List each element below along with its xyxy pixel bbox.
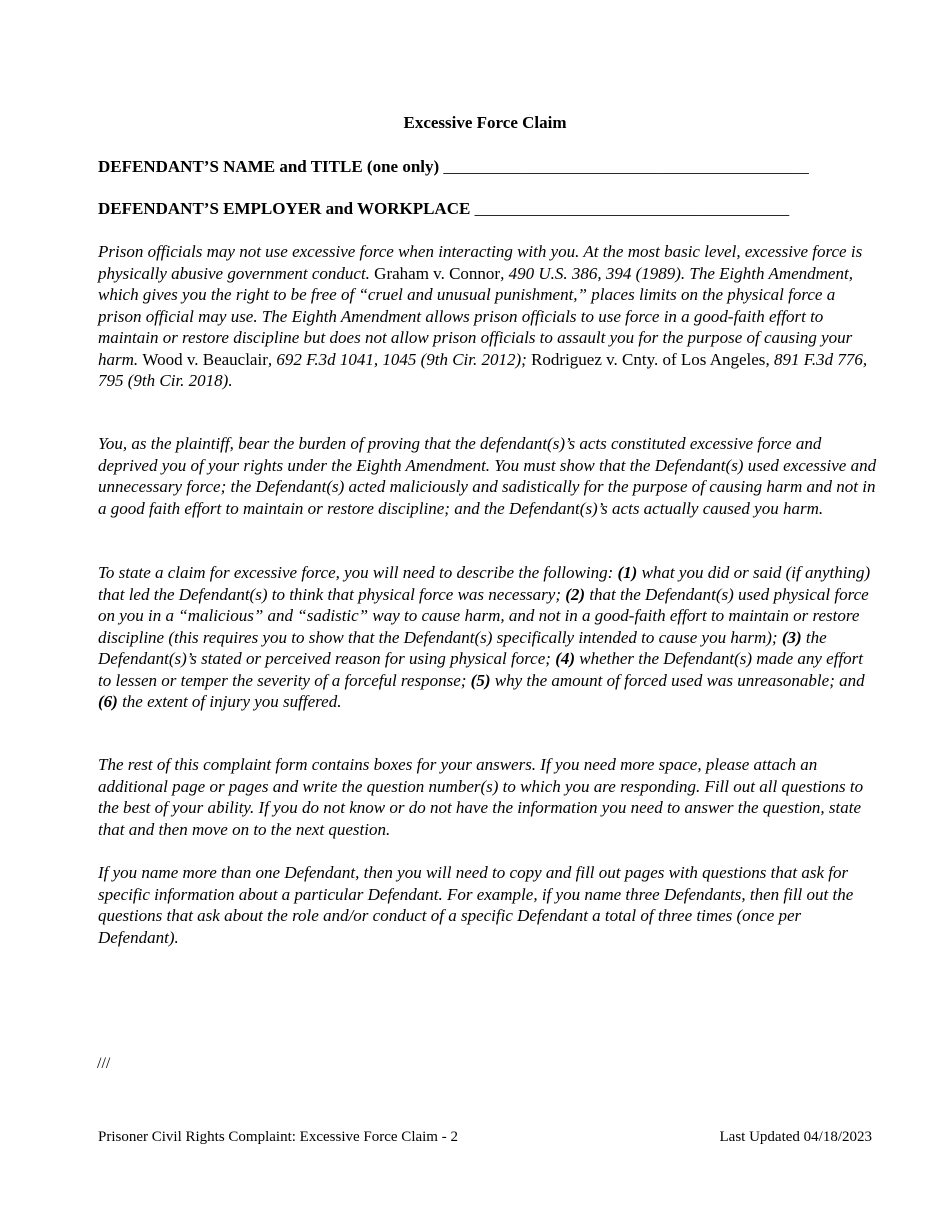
multiple-defendants-paragraph: If you name more than one Defendant, then you will need to copy and fill out pages with questions that ask for specific information about a particular Defendant. For example, if you name three Defendants, then fill out the questions that ask about the role and/or conduct of a specific Defendant a total of three times (once per Defendant). (98, 863, 854, 947)
elements-text-f: why the amount of forced used was unreasonable; and (490, 670, 865, 690)
burden-paragraph: You, as the plaintiff, bear the burden of proving that the defendant(s)’s acts constituted excessive force and deprived you of your rights under the Eighth Amendment. You must show that the Defendant(s) used excessive and unnecessary force; the Defendant(s) acted maliciously and sadistically for the purpose of causing harm and not in a good faith effort to maintain or restore discipline; and the Defendant(s)’s acts actually caused you harm. (98, 434, 877, 518)
element-number-1: (1) (617, 563, 638, 582)
footer-date: Last Updated 04/18/2023 (719, 1129, 872, 1145)
claim-elements-paragraph (98, 562, 878, 713)
defendant-employer-field[interactable] (98, 199, 789, 219)
intro-paragraph (98, 241, 878, 392)
instructions-paragraph: The rest of this complaint form contains boxes for your answers. If you need more space, please attach an additional page or pages and write the question number(s) to which you are responding. Fill out all questions to the best of your ability. If you do not know or do not have the information you need to answer the question, state that and then move on to the next question. (98, 755, 864, 839)
footer-title: Prisoner Civil Rights Complaint: Excessive Force Claim - 2 (98, 1129, 458, 1145)
element-number-6: (6) (98, 692, 118, 711)
elements-text-e: whether the Defendant(s) made any effort to lessen or temper the severity of a forceful response; (98, 649, 864, 690)
element-number-2: (2) (565, 584, 586, 604)
intro-text-c: , 692 F.3d 1041, 1045 (9th Cir. 2012); (267, 349, 532, 369)
element-number-3: (3) (781, 627, 802, 647)
case-citation-graham: Graham v. Connor (374, 263, 501, 283)
defendant-name-blank[interactable]: ___________________________________________ (443, 157, 809, 176)
element-number-5: (5) (470, 670, 491, 690)
page-title: Excessive Force Claim (403, 113, 567, 132)
elements-text-c: that the Defendant(s) used physical force on you in a “malicious” and “sadistic” way to cause harm, and not in a good-faith effort to maintain or restore discipline (this requires you to show that the Defendant(s) specifically intended to cause you harm); (98, 584, 869, 647)
intro-text-d: , 891 F.3d 776, 795 (9th Cir. 2018). (98, 349, 868, 390)
case-citation-wood: Wood v. Beauclair (142, 349, 268, 369)
elements-text-a: To state a claim for excessive force, you will need to describe the following: (98, 563, 618, 582)
defendant-employer-blank[interactable]: _____________________________________ (474, 199, 790, 218)
intro-text-b: , 490 U.S. 386, 394 (1989). The Eighth Amendment, which gives you the right to be free of “cruel and unusual punishment,” places limits on the physical force a prison official may use. The Eighth Amendment allows prison officials to use force in a good-faith effort to maintain or restore discipline but does not allow prison officials to assault you for the purpose of causing your harm. (98, 263, 853, 369)
defendant-name-label: DEFENDANT’S NAME and TITLE (one only) (98, 157, 440, 176)
elements-text-d: the Defendant(s)’s stated or perceived reason for using physical force; (98, 627, 827, 668)
defendant-employer-label: DEFENDANT’S EMPLOYER and WORKPLACE (98, 199, 471, 218)
intro-text-a: Prison officials may not use excessive force when interacting with you. At the most basic level, excessive force is physically abusive government conduct. (98, 242, 863, 283)
elements-text-g: the extent of injury you suffered. (117, 692, 342, 711)
case-citation-rodriguez: Rodriguez v. Cnty. of Los Angeles (531, 349, 766, 369)
continuation-marks: /// (97, 1055, 111, 1072)
defendant-name-field[interactable] (98, 157, 809, 177)
element-number-4: (4) (555, 649, 576, 668)
elements-text-b: what you did or said (if anything) that led the Defendant(s) to think that physical force was necessary; (98, 563, 871, 604)
